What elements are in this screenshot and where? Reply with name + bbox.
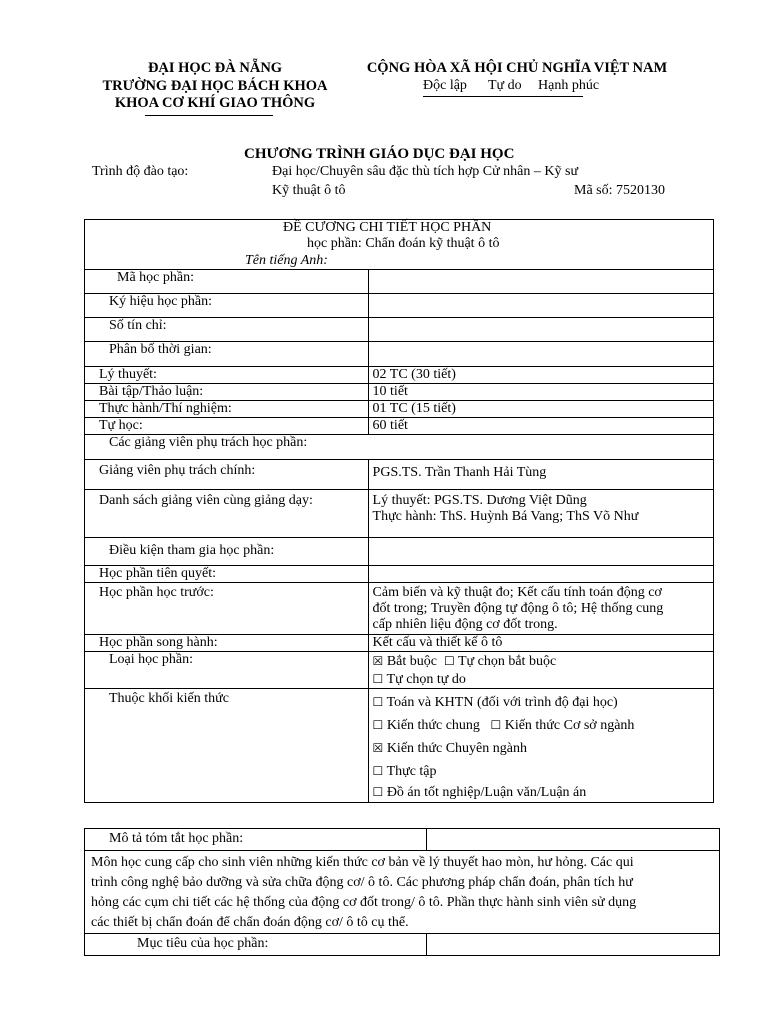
table-row (85, 538, 714, 566)
checkbox-checked-icon[interactable]: ☒ (372, 654, 384, 668)
country-name: CỘNG HÒA XÃ HỘI CHỦ NGHĨA VIỆT NAM (366, 60, 668, 76)
knowledge-option-math: Toán và KHTN (đối với trình độ đại học) (386, 695, 618, 710)
type-option-free-elective: Tự chọn tự do (386, 672, 466, 687)
knowledge-option-internship: Thực tập (386, 764, 437, 779)
prior-course-line: cấp nhiên liệu động cơ đốt trong. (372, 617, 558, 632)
motto-freedom: Tự do (488, 78, 522, 93)
checkbox-unchecked-icon[interactable]: ☐ (490, 718, 502, 732)
co-lecturers-label: Danh sách giảng viên cùng giảng dạy: (85, 490, 369, 538)
co-lecturers-practice: Thực hành: ThS. Huỳnh Bá Vang; ThS Võ Như (372, 509, 639, 524)
prerequisite-value (368, 566, 713, 583)
prior-course-label: Học phần học trước: (85, 583, 369, 635)
objectives-value (426, 934, 719, 956)
checkbox-unchecked-icon[interactable]: ☐ (372, 695, 384, 709)
syllabus-table (84, 219, 714, 803)
table-row (85, 490, 714, 538)
knowledge-option-specialized: Kiến thức Chuyên ngành (386, 741, 527, 756)
table-row (85, 318, 714, 342)
type-option-mandatory: Bắt buộc (386, 654, 437, 669)
self-study-label: Tự học: (85, 418, 369, 435)
syllabus-header-cell (85, 220, 714, 270)
prior-course-cell (368, 583, 713, 635)
type-option-elective-mandatory: Tự chọn bắt buộc (457, 654, 557, 669)
table-row (85, 460, 714, 490)
summary-line: các thiết bị chẩn đoán để chẩn đoán động cơ/ ô tô cụ thể. (91, 915, 409, 930)
major-code: Mã số: 7520130 (574, 183, 665, 198)
table-row (85, 851, 720, 934)
table-row (85, 934, 720, 956)
table-row (85, 689, 714, 803)
course-symbol-value (368, 294, 713, 318)
lab-value: 01 TC (15 tiết) (368, 401, 713, 418)
conditions-value (368, 538, 713, 566)
checkbox-unchecked-icon[interactable]: ☐ (372, 785, 384, 799)
objectives-label: Mục tiêu của học phần: (85, 934, 427, 956)
time-allocation-label: Phân bố thời gian: (85, 342, 369, 367)
summary-line: trình công nghệ bảo dưỡng và sửa chữa động cơ/ ô tô. Các phương pháp chẩn đoán, phân tích hư (91, 875, 633, 890)
checkbox-unchecked-icon[interactable]: ☐ (372, 672, 384, 686)
parallel-course-value: Kết cấu và thiết kế ô tô (368, 635, 713, 652)
parallel-course-label: Học phần song hành: (85, 635, 369, 652)
table-row (85, 583, 714, 635)
knowledge-option-thesis: Đồ án tốt nghiệp/Luận văn/Luận án (386, 785, 587, 800)
knowledge-option-foundation: Kiến thức Cơ sở ngành (504, 718, 635, 733)
theory-value: 02 TC (30 tiết) (368, 367, 713, 384)
english-name-label: Tên tiếng Anh: (245, 253, 328, 268)
course-name: học phần: Chẩn đoán kỹ thuật ô tô (307, 236, 500, 251)
lecturers-label: Các giảng viên phụ trách học phần: (85, 435, 714, 460)
table-row (85, 294, 714, 318)
training-level-value: Đại học/Chuyên sâu đặc thù tích hợp Cử nhân – Kỹ sư (272, 164, 579, 179)
table-row (85, 652, 714, 689)
checkbox-checked-icon[interactable]: ☒ (372, 741, 384, 755)
prior-course-line: Cảm biến và kỹ thuật đo; Kết cấu tính toán động cơ (372, 585, 662, 600)
prior-course-line: đốt trong; Truyền động tự động ô tô; Hệ thống cung (372, 601, 664, 616)
program-title: CHƯƠNG TRÌNH GIÁO DỤC ĐẠI HỌC (244, 146, 515, 162)
conditions-label: Điều kiện tham gia học phần: (85, 538, 369, 566)
summary-text-cell (85, 851, 720, 934)
self-study-value: 60 tiết (368, 418, 713, 435)
major-name: Kỹ thuật ô tô (272, 183, 346, 198)
credits-value (368, 318, 713, 342)
main-lecturer-label: Giảng viên phụ trách chính: (85, 460, 369, 490)
course-type-cell (368, 652, 713, 689)
knowledge-block-cell (368, 689, 713, 803)
prerequisite-label: Học phần tiên quyết: (85, 566, 369, 583)
course-code-value (368, 270, 713, 294)
faculty-name: KHOA CƠ KHÍ GIAO THÔNG (114, 95, 316, 111)
exercise-value: 10 tiết (368, 384, 713, 401)
motto-happiness: Hạnh phúc (538, 78, 600, 93)
motto-independence: Độc lập (423, 78, 467, 93)
table-row (85, 342, 714, 367)
table-row (85, 367, 714, 384)
training-level-label: Trình độ đào tạo: (92, 164, 189, 179)
lab-label: Thực hành/Thí nghiệm: (85, 401, 369, 418)
summary-label: Mô tả tóm tắt học phần: (85, 829, 427, 851)
summary-line: hỏng các cụm chi tiết các hệ thống của động cơ đốt trong/ ô tô. Phần thực hành sinh viên sử dụng (91, 895, 637, 910)
table-row (85, 635, 714, 652)
table-row (85, 829, 720, 851)
co-lecturers-theory: Lý thuyết: PGS.TS. Dương Việt Dũng (372, 493, 587, 508)
checkbox-unchecked-icon[interactable]: ☐ (372, 718, 384, 732)
main-lecturer-value: PGS.TS. Trần Thanh Hải Tùng (368, 460, 713, 490)
exercise-label: Bài tập/Thảo luận: (85, 384, 369, 401)
table-row (85, 270, 714, 294)
course-symbol-label: Ký hiệu học phần: (85, 294, 369, 318)
table-row (85, 401, 714, 418)
header-left-underline (145, 115, 273, 116)
knowledge-option-general: Kiến thức chung (386, 718, 480, 733)
university-name: ĐẠI HỌC ĐÀ NẴNG (147, 60, 283, 76)
course-code-label: Mã học phần: (85, 270, 369, 294)
summary-table (84, 828, 720, 956)
table-row (85, 418, 714, 435)
co-lecturers-cell (368, 490, 713, 538)
syllabus-title: ĐỀ CƯƠNG CHI TIẾT HỌC PHẦN (283, 220, 492, 235)
summary-label-value (426, 829, 719, 851)
table-row (85, 566, 714, 583)
table-row (85, 435, 714, 460)
table-row (85, 384, 714, 401)
time-allocation-value (368, 342, 713, 367)
checkbox-unchecked-icon[interactable]: ☐ (443, 654, 455, 668)
knowledge-block-label: Thuộc khối kiến thức (85, 689, 369, 803)
motto-underline (423, 96, 583, 97)
summary-line: Môn học cung cấp cho sinh viên những kiến thức cơ bản về lý thuyết hao mòn, hư hỏng. Các qui (91, 855, 634, 870)
checkbox-unchecked-icon[interactable]: ☐ (372, 764, 384, 778)
theory-label: Lý thuyết: (85, 367, 369, 384)
course-type-label: Loại học phần: (85, 652, 369, 689)
credits-label: Số tín chỉ: (85, 318, 369, 342)
school-name: TRƯỜNG ĐẠI HỌC BÁCH KHOA (102, 78, 328, 94)
